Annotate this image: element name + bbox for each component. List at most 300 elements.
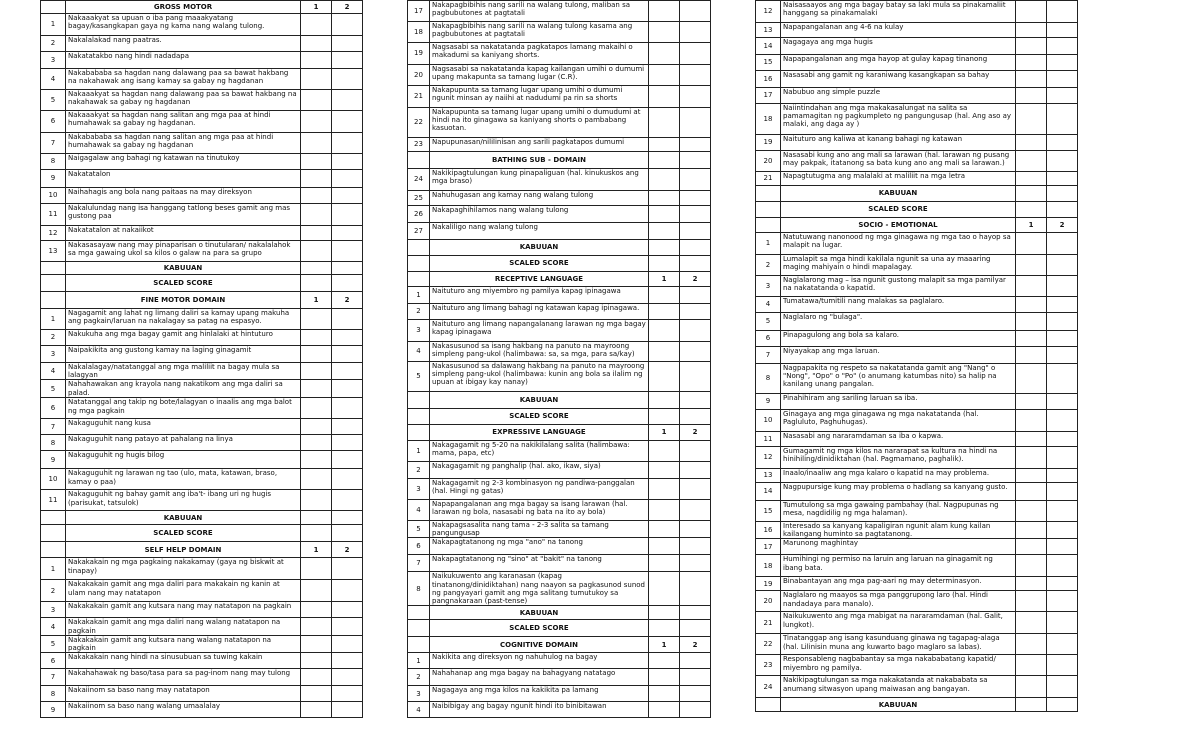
summary-cell-2[interactable]	[1047, 698, 1078, 712]
score-cell-1[interactable]	[649, 86, 680, 108]
item-number: 3	[41, 346, 66, 363]
score-cell-2[interactable]	[1047, 104, 1078, 135]
score-cell-1[interactable]	[301, 635, 332, 652]
score-cell-2[interactable]	[680, 441, 711, 462]
item-description: Nakalulundag nang isa hanggang tatlong beses gamit ang mas gustong paa	[66, 204, 301, 226]
item-number: 9	[756, 394, 781, 410]
score-cell-2[interactable]	[332, 241, 363, 262]
table-row	[41, 188, 363, 204]
score-cell-1[interactable]	[1016, 577, 1047, 591]
score-cell-1[interactable]	[1016, 23, 1047, 38]
score-cell-2[interactable]	[680, 702, 711, 718]
score-cell-1[interactable]	[649, 538, 680, 555]
score-cell-1[interactable]	[301, 309, 332, 330]
header-spacer	[756, 218, 781, 233]
item-description: Nagsasabi sa nakatatanda pagkatapos lamang makaihi o makadumi sa kaniyang shorts.	[430, 43, 649, 65]
score-cell-2[interactable]	[680, 22, 711, 43]
item-number: 7	[408, 555, 430, 572]
item-description: Napapangalanan ang mga hayop at gulay kapag tinanong	[781, 55, 1016, 71]
item-description: Naiintindahan ang mga makakasalungat na salita sa pamamagitan ng pagkumpleto ng pangungusap (hal. Ang aso ay malaki, ang daga ay )	[781, 104, 1016, 135]
score-cell-1[interactable]	[1016, 447, 1047, 469]
item-description: Nagagaya ang mga kilos na kakikita pa lamang	[430, 686, 649, 702]
score-cell-1[interactable]	[1016, 410, 1047, 432]
score-cell-1[interactable]	[1016, 394, 1047, 410]
score-cell-1[interactable]	[301, 618, 332, 635]
score-cell-1[interactable]	[301, 419, 332, 435]
summary-cell-2[interactable]	[332, 262, 363, 275]
assessment-table-1	[40, 0, 363, 718]
score-cell-2[interactable]	[1047, 313, 1078, 331]
header-spacer	[408, 272, 430, 287]
summary-label: BATHING SUB - DOMAIN	[430, 152, 649, 169]
score-cell-2[interactable]	[1047, 432, 1078, 447]
score-cell-1[interactable]	[301, 154, 332, 170]
column-label-1: 1	[649, 272, 680, 287]
score-cell-1[interactable]	[301, 346, 332, 363]
score-cell-2[interactable]	[680, 669, 711, 686]
score-cell-2[interactable]	[1047, 23, 1078, 38]
summary-cell-1[interactable]	[649, 240, 680, 256]
item-description: Nabubuo ang simple puzzle	[781, 88, 1016, 104]
score-cell-2[interactable]	[332, 469, 363, 490]
score-cell-2[interactable]	[1047, 469, 1078, 483]
score-cell-2[interactable]	[332, 653, 363, 669]
score-cell-1[interactable]	[1016, 151, 1047, 172]
item-number: 1	[408, 287, 430, 304]
table-row	[756, 313, 1078, 331]
score-cell-1[interactable]	[1016, 38, 1047, 55]
score-cell-1[interactable]	[301, 380, 332, 398]
score-cell-1[interactable]	[1016, 634, 1047, 655]
score-cell-2[interactable]	[1047, 539, 1078, 555]
score-cell-1[interactable]	[301, 241, 332, 262]
item-number: 6	[41, 653, 66, 669]
table-row	[41, 133, 363, 154]
score-cell-2[interactable]	[1047, 151, 1078, 172]
summary-spacer	[41, 525, 66, 542]
score-cell-2[interactable]	[680, 342, 711, 362]
score-cell-1[interactable]	[301, 69, 332, 90]
score-cell-2[interactable]	[332, 580, 363, 602]
score-cell-1[interactable]	[649, 223, 680, 240]
score-cell-2[interactable]	[1047, 88, 1078, 104]
score-cell-1[interactable]	[301, 14, 332, 36]
score-cell-1[interactable]	[1016, 297, 1047, 313]
summary-cell-1[interactable]	[649, 392, 680, 409]
score-cell-2[interactable]	[1047, 676, 1078, 698]
item-number: 13	[756, 23, 781, 38]
score-cell-2[interactable]	[680, 191, 711, 206]
score-cell-2[interactable]	[1047, 233, 1078, 255]
summary-cell-2[interactable]	[680, 256, 711, 272]
summary-label: KABUUAN	[430, 240, 649, 256]
score-cell-2[interactable]	[332, 133, 363, 154]
table-row	[756, 634, 1078, 655]
item-description: Tumatawa/tumitili nang malakas sa paglalaro.	[781, 297, 1016, 313]
summary-cell-2[interactable]	[1047, 202, 1078, 218]
summary-cell-2[interactable]	[680, 240, 711, 256]
score-cell-1[interactable]	[1016, 55, 1047, 71]
score-cell-1[interactable]	[1016, 233, 1047, 255]
score-cell-1[interactable]	[649, 206, 680, 223]
item-description: Humihingi ng permiso na laruin ang laruan na ginagamit ng ibang bata.	[781, 555, 1016, 577]
score-cell-1[interactable]	[1016, 331, 1047, 347]
score-cell-1[interactable]	[1016, 347, 1047, 364]
score-cell-1[interactable]	[301, 669, 332, 686]
score-cell-1[interactable]	[649, 572, 680, 606]
summary-cell-1[interactable]	[649, 152, 680, 169]
score-cell-1[interactable]	[301, 204, 332, 226]
table-row	[41, 14, 363, 36]
score-cell-1[interactable]	[1016, 432, 1047, 447]
score-cell-2[interactable]	[332, 90, 363, 111]
item-number: 4	[41, 363, 66, 380]
summary-cell-2[interactable]	[680, 409, 711, 425]
score-cell-2[interactable]	[1047, 55, 1078, 71]
summary-cell-1[interactable]	[1016, 202, 1047, 218]
domain-title: SELF HELP DOMAIN	[66, 542, 301, 558]
item-number: 15	[756, 501, 781, 522]
score-cell-2[interactable]	[332, 635, 363, 652]
score-cell-2[interactable]	[680, 362, 711, 392]
item-description: Naglalaro ng "bulaga".	[781, 313, 1016, 331]
table-row	[756, 676, 1078, 698]
summary-cell-1[interactable]	[1016, 698, 1047, 712]
summary-cell-1[interactable]	[649, 606, 680, 620]
score-cell-2[interactable]	[332, 14, 363, 36]
item-description: Nakaliligo nang walang tulong	[430, 223, 649, 240]
score-cell-1[interactable]	[649, 320, 680, 342]
item-description: Nakapaghihilamos nang walang tulong	[430, 206, 649, 223]
score-cell-2[interactable]	[332, 170, 363, 188]
table-row	[408, 653, 711, 669]
summary-cell-2[interactable]	[332, 511, 363, 525]
score-cell-2[interactable]	[680, 65, 711, 86]
score-cell-2[interactable]	[332, 52, 363, 69]
summary-spacer	[756, 698, 781, 712]
summary-cell-1[interactable]	[649, 256, 680, 272]
score-cell-2[interactable]	[332, 618, 363, 635]
summary-cell-2[interactable]	[332, 275, 363, 292]
item-number: 5	[408, 521, 430, 538]
score-cell-2[interactable]	[332, 398, 363, 419]
item-number: 2	[408, 304, 430, 320]
score-cell-2[interactable]	[680, 287, 711, 304]
score-cell-2[interactable]	[332, 490, 363, 511]
score-cell-2[interactable]	[1047, 255, 1078, 276]
score-cell-1[interactable]	[301, 226, 332, 241]
score-cell-1[interactable]	[1016, 135, 1047, 151]
score-cell-1[interactable]	[1016, 172, 1047, 186]
score-cell-1[interactable]	[301, 469, 332, 490]
score-cell-2[interactable]	[1047, 276, 1078, 297]
score-cell-2[interactable]	[332, 363, 363, 380]
score-cell-1[interactable]	[649, 43, 680, 65]
score-cell-1[interactable]	[649, 669, 680, 686]
score-cell-1[interactable]	[301, 111, 332, 133]
score-cell-1[interactable]	[301, 52, 332, 69]
score-cell-1[interactable]	[301, 686, 332, 702]
item-description: Binabantayan ang mga pag-aari ng may determinasyon.	[781, 577, 1016, 591]
summary-cell-1[interactable]	[301, 511, 332, 525]
score-cell-2[interactable]	[332, 154, 363, 170]
summary-cell-2[interactable]	[1047, 186, 1078, 202]
score-cell-1[interactable]	[649, 441, 680, 462]
score-cell-2[interactable]	[332, 309, 363, 330]
score-cell-2[interactable]	[1047, 501, 1078, 522]
score-cell-1[interactable]	[1016, 469, 1047, 483]
table-row	[756, 555, 1078, 577]
score-cell-2[interactable]	[332, 451, 363, 469]
score-cell-2[interactable]	[332, 36, 363, 52]
item-description: Nakaaakyat sa upuan o iba pang maaakyatang bagay/kasangkapan gaya ng kama nang walang tulong.	[66, 14, 301, 36]
score-cell-1[interactable]	[301, 490, 332, 511]
item-number: 3	[408, 686, 430, 702]
score-cell-1[interactable]	[649, 138, 680, 152]
score-cell-2[interactable]	[680, 1, 711, 22]
score-cell-1[interactable]	[649, 462, 680, 479]
score-cell-2[interactable]	[680, 86, 711, 108]
score-cell-2[interactable]	[1047, 297, 1078, 313]
score-cell-2[interactable]	[1047, 394, 1078, 410]
summary-row	[41, 525, 363, 542]
score-cell-1[interactable]	[649, 479, 680, 500]
score-cell-1[interactable]	[649, 702, 680, 718]
score-cell-2[interactable]	[1047, 634, 1078, 655]
score-cell-1[interactable]	[1016, 255, 1047, 276]
score-cell-1[interactable]	[1016, 555, 1047, 577]
score-cell-1[interactable]	[301, 653, 332, 669]
item-number: 9	[41, 702, 66, 718]
summary-cell-1[interactable]	[301, 275, 332, 292]
score-cell-1[interactable]	[1016, 591, 1047, 612]
score-cell-2[interactable]	[680, 43, 711, 65]
score-cell-1[interactable]	[649, 1, 680, 22]
score-cell-2[interactable]	[680, 653, 711, 669]
summary-cell-1[interactable]	[1016, 186, 1047, 202]
score-cell-2[interactable]	[1047, 364, 1078, 394]
table-row	[756, 71, 1078, 88]
score-cell-1[interactable]	[301, 330, 332, 346]
table-row	[408, 287, 711, 304]
score-cell-2[interactable]	[1047, 331, 1078, 347]
score-cell-2[interactable]	[680, 138, 711, 152]
item-number: 25	[408, 191, 430, 206]
score-cell-1[interactable]	[1016, 71, 1047, 88]
score-cell-1[interactable]	[649, 65, 680, 86]
domain-header-row	[756, 218, 1078, 233]
score-cell-2[interactable]	[332, 226, 363, 241]
score-cell-2[interactable]	[332, 669, 363, 686]
score-cell-2[interactable]	[680, 686, 711, 702]
score-cell-2[interactable]	[1047, 71, 1078, 88]
score-cell-1[interactable]	[649, 555, 680, 572]
item-description: Nakabababa sa hagdan nang salitan ang mga paa at hindi humahawak sa gabay ng hagdanan	[66, 133, 301, 154]
score-cell-1[interactable]	[1016, 501, 1047, 522]
score-cell-2[interactable]	[1047, 577, 1078, 591]
table-row	[41, 580, 363, 602]
score-cell-2[interactable]	[680, 108, 711, 138]
score-cell-2[interactable]	[332, 204, 363, 226]
summary-cell-2[interactable]	[680, 606, 711, 620]
score-cell-1[interactable]	[301, 36, 332, 52]
score-cell-1[interactable]	[301, 398, 332, 419]
item-description: Nakaguguhit ng larawan ng tao (ulo, mata, katawan, braso, kamay o paa)	[66, 469, 301, 490]
table-row	[41, 451, 363, 469]
score-cell-1[interactable]	[1016, 104, 1047, 135]
score-cell-1[interactable]	[1016, 483, 1047, 501]
score-cell-2[interactable]	[1047, 38, 1078, 55]
table-row	[41, 686, 363, 702]
score-cell-2[interactable]	[332, 702, 363, 718]
score-cell-1[interactable]	[649, 287, 680, 304]
summary-cell-2[interactable]	[332, 525, 363, 542]
score-cell-2[interactable]	[680, 206, 711, 223]
item-number: 12	[756, 1, 781, 23]
score-cell-2[interactable]	[1047, 1, 1078, 23]
score-cell-2[interactable]	[680, 555, 711, 572]
score-cell-2[interactable]	[680, 479, 711, 500]
item-number: 20	[756, 151, 781, 172]
score-cell-2[interactable]	[680, 462, 711, 479]
score-cell-1[interactable]	[649, 521, 680, 538]
score-cell-2[interactable]	[1047, 612, 1078, 634]
score-cell-1[interactable]	[649, 342, 680, 362]
score-cell-2[interactable]	[1047, 522, 1078, 539]
summary-cell-1[interactable]	[649, 409, 680, 425]
score-cell-2[interactable]	[1047, 347, 1078, 364]
score-cell-2[interactable]	[1047, 655, 1078, 676]
score-cell-1[interactable]	[301, 702, 332, 718]
score-cell-2[interactable]	[680, 304, 711, 320]
item-number: 24	[756, 676, 781, 698]
table-row	[408, 462, 711, 479]
item-number: 20	[408, 65, 430, 86]
score-cell-1[interactable]	[301, 188, 332, 204]
score-cell-2[interactable]	[332, 188, 363, 204]
table-row	[41, 363, 363, 380]
table-row	[756, 469, 1078, 483]
header-spacer	[408, 425, 430, 441]
score-cell-1[interactable]	[301, 170, 332, 188]
score-cell-1[interactable]	[1016, 88, 1047, 104]
table-row	[41, 241, 363, 262]
table-row	[41, 309, 363, 330]
table-row	[756, 447, 1078, 469]
table-row	[408, 538, 711, 555]
score-cell-1[interactable]	[1016, 313, 1047, 331]
table-row	[41, 170, 363, 188]
score-cell-2[interactable]	[332, 435, 363, 451]
item-number: 8	[41, 154, 66, 170]
score-cell-1[interactable]	[1016, 655, 1047, 676]
score-cell-2[interactable]	[680, 169, 711, 191]
score-cell-2[interactable]	[1047, 483, 1078, 501]
table-row	[408, 686, 711, 702]
score-cell-2[interactable]	[332, 558, 363, 580]
score-cell-1[interactable]	[301, 451, 332, 469]
score-cell-1[interactable]	[301, 558, 332, 580]
score-cell-1[interactable]	[1016, 612, 1047, 634]
item-number: 21	[756, 612, 781, 634]
summary-row	[41, 275, 363, 292]
summary-cell-1[interactable]	[301, 525, 332, 542]
score-cell-2[interactable]	[1047, 410, 1078, 432]
summary-label: SCALED SCORE	[66, 275, 301, 292]
score-cell-1[interactable]	[1016, 522, 1047, 539]
score-cell-1[interactable]	[649, 362, 680, 392]
table-row	[408, 22, 711, 43]
summary-spacer	[408, 256, 430, 272]
item-number: 5	[41, 90, 66, 111]
score-cell-2[interactable]	[332, 419, 363, 435]
score-cell-2[interactable]	[680, 320, 711, 342]
score-cell-1[interactable]	[649, 169, 680, 191]
summary-cell-2[interactable]	[680, 620, 711, 637]
score-cell-2[interactable]	[1047, 172, 1078, 186]
score-cell-1[interactable]	[301, 602, 332, 618]
score-cell-1[interactable]	[301, 580, 332, 602]
summary-cell-2[interactable]	[680, 392, 711, 409]
item-description: Nakukuha ang mga bagay gamit ang hinlalaki at hintuturo	[66, 330, 301, 346]
item-number: 7	[41, 669, 66, 686]
score-cell-1[interactable]	[1016, 539, 1047, 555]
score-cell-1[interactable]	[649, 304, 680, 320]
score-cell-2[interactable]	[332, 602, 363, 618]
score-cell-1[interactable]	[649, 22, 680, 43]
table-row	[408, 500, 711, 521]
score-cell-2[interactable]	[332, 330, 363, 346]
table-row	[41, 653, 363, 669]
score-cell-1[interactable]	[649, 500, 680, 521]
score-cell-1[interactable]	[301, 90, 332, 111]
score-cell-2[interactable]	[680, 572, 711, 606]
summary-cell-1[interactable]	[301, 262, 332, 275]
score-cell-2[interactable]	[332, 111, 363, 133]
score-cell-1[interactable]	[649, 108, 680, 138]
score-cell-2[interactable]	[1047, 135, 1078, 151]
table-row	[756, 38, 1078, 55]
score-cell-1[interactable]	[1016, 676, 1047, 698]
score-cell-1[interactable]	[649, 653, 680, 669]
score-cell-2[interactable]	[1047, 591, 1078, 612]
summary-row	[408, 620, 711, 637]
score-cell-1[interactable]	[301, 363, 332, 380]
summary-cell-1[interactable]	[649, 620, 680, 637]
score-cell-2[interactable]	[332, 380, 363, 398]
score-cell-1[interactable]	[1016, 1, 1047, 23]
score-cell-1[interactable]	[649, 686, 680, 702]
table-row	[756, 233, 1078, 255]
score-cell-1[interactable]	[1016, 364, 1047, 394]
score-cell-2[interactable]	[332, 69, 363, 90]
score-cell-2[interactable]	[680, 538, 711, 555]
score-cell-1[interactable]	[649, 191, 680, 206]
score-cell-2[interactable]	[332, 346, 363, 363]
score-cell-1[interactable]	[1016, 276, 1047, 297]
item-description: Nagagaya ang mga hugis	[781, 38, 1016, 55]
score-cell-1[interactable]	[301, 435, 332, 451]
score-cell-2[interactable]	[680, 521, 711, 538]
score-cell-2[interactable]	[680, 500, 711, 521]
score-cell-2[interactable]	[1047, 447, 1078, 469]
score-cell-2[interactable]	[1047, 555, 1078, 577]
summary-cell-2[interactable]	[680, 152, 711, 169]
summary-label: SCALED SCORE	[430, 256, 649, 272]
score-cell-2[interactable]	[332, 686, 363, 702]
score-cell-2[interactable]	[680, 223, 711, 240]
score-cell-1[interactable]	[301, 133, 332, 154]
